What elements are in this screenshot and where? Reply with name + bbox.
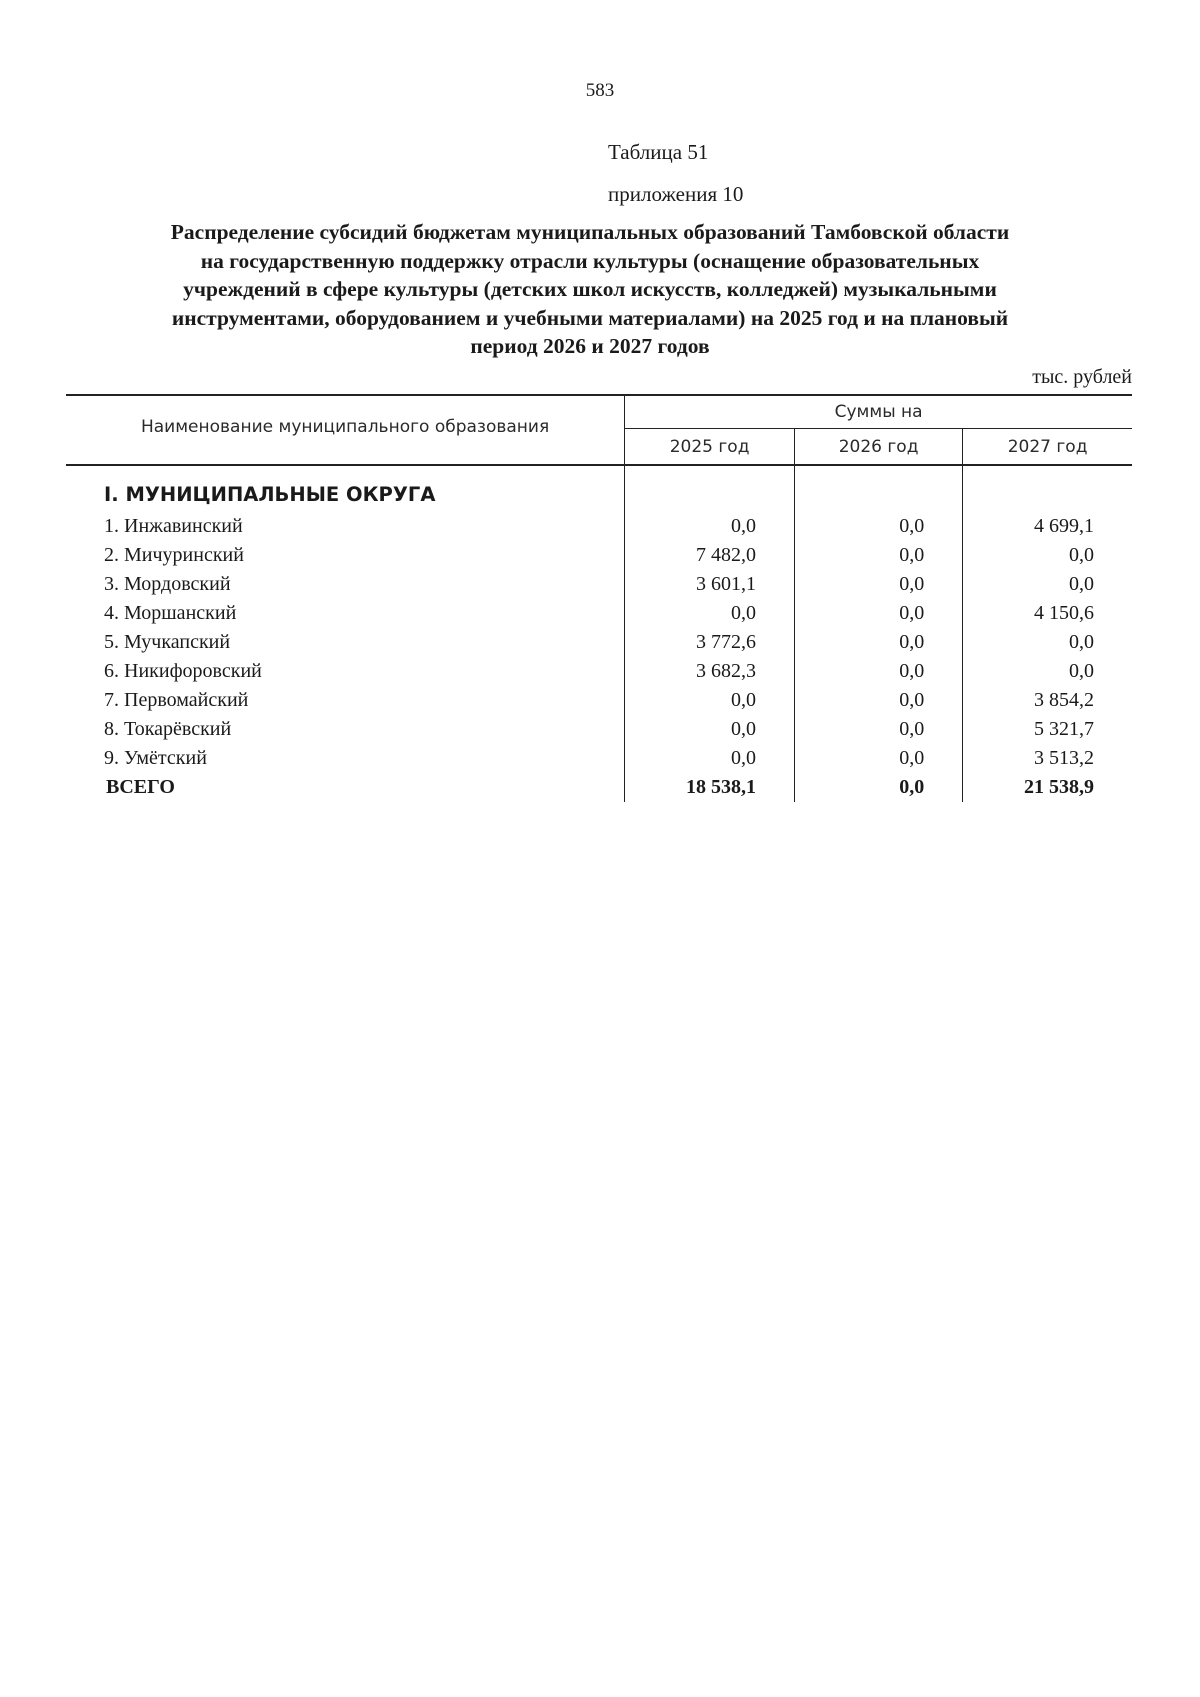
column-header-sums: Суммы на xyxy=(625,395,1132,429)
page-number: 583 xyxy=(585,80,615,101)
value-2027: 5 321,7 xyxy=(963,715,1132,744)
value-2026: 0,0 xyxy=(794,541,962,570)
value-2026: 0,0 xyxy=(794,686,962,715)
value-2027: 4 699,1 xyxy=(963,512,1132,541)
table-row xyxy=(66,657,1132,686)
total-label: ВСЕГО xyxy=(106,776,175,798)
value-2027: 0,0 xyxy=(963,628,1132,657)
row-name: 3. Мордовский xyxy=(104,573,231,595)
column-header-2027: 2027 год xyxy=(963,429,1132,466)
document-title xyxy=(100,218,1080,361)
value-2025: 0,0 xyxy=(625,599,795,628)
value-2025: 0,0 xyxy=(625,744,795,773)
row-name: 5. Мучкапский xyxy=(104,631,231,653)
value-2027: 4 150,6 xyxy=(963,599,1132,628)
total-2026: 0,0 xyxy=(794,773,962,802)
column-header-name: Наименование муниципального образования xyxy=(66,395,625,465)
value-2025: 3 772,6 xyxy=(625,628,795,657)
row-name: 2. Мичуринский xyxy=(104,544,244,566)
value-2025: 0,0 xyxy=(625,715,795,744)
table-row xyxy=(66,628,1132,657)
row-name: 6. Никифоровский xyxy=(104,660,262,682)
value-2026: 0,0 xyxy=(794,570,962,599)
row-name: 9. Умётский xyxy=(104,747,207,769)
row-name: 1. Инжавинский xyxy=(104,515,243,537)
value-2026: 0,0 xyxy=(794,657,962,686)
title-line: Распределение субсидий бюджетам муниципальных образований Тамбовской области xyxy=(170,220,1010,244)
subsidy-table xyxy=(66,394,1132,802)
value-2025: 0,0 xyxy=(625,686,795,715)
table-row xyxy=(66,715,1132,744)
column-header-2025: 2025 год xyxy=(625,429,795,466)
value-2026: 0,0 xyxy=(794,744,962,773)
value-2026: 0,0 xyxy=(794,599,962,628)
row-name: 8. Токарёвский xyxy=(104,718,232,740)
table-label: Таблица 51 xyxy=(608,140,709,164)
table-row xyxy=(66,744,1132,773)
value-2025: 3 601,1 xyxy=(625,570,795,599)
table-body xyxy=(66,465,1132,802)
total-row xyxy=(66,773,1132,802)
row-name: 4. Моршанский xyxy=(104,602,237,624)
row-name: 7. Первомайский xyxy=(104,689,249,711)
value-2027: 3 513,2 xyxy=(963,744,1132,773)
value-2026: 0,0 xyxy=(794,512,962,541)
title-line: на государственную поддержку отрасли культуры (оснащение образовательных xyxy=(200,248,980,273)
section-row xyxy=(66,476,1132,512)
total-2025: 18 538,1 xyxy=(625,773,795,802)
table-header xyxy=(66,395,1132,465)
value-2026: 0,0 xyxy=(794,628,962,657)
value-2025: 3 682,3 xyxy=(625,657,795,686)
section-title: I. МУНИЦИПАЛЬНЫЕ ОКРУГА xyxy=(104,482,436,506)
value-2026: 0,0 xyxy=(794,715,962,744)
spacer-row xyxy=(66,465,1132,476)
table-row xyxy=(66,541,1132,570)
value-2027: 3 854,2 xyxy=(963,686,1132,715)
column-header-2026: 2026 год xyxy=(794,429,962,466)
value-2025: 7 482,0 xyxy=(625,541,795,570)
table-row xyxy=(66,570,1132,599)
value-2027: 0,0 xyxy=(963,541,1132,570)
table-row xyxy=(66,512,1132,541)
units-label: тыс. рублей xyxy=(1032,366,1132,388)
value-2027: 0,0 xyxy=(963,657,1132,686)
table-row xyxy=(66,686,1132,715)
title-line: инструментами, оборудованием и учебными материалами) на 2025 год и на плановый xyxy=(171,305,1009,330)
table-row xyxy=(66,599,1132,628)
appendix-label: приложения 10 xyxy=(608,182,744,206)
title-line: учреждений в сфере культуры (детских школ искусств, колледжей) музыкальными xyxy=(183,277,997,301)
total-2027: 21 538,9 xyxy=(963,773,1132,802)
value-2025: 0,0 xyxy=(625,512,795,541)
value-2027: 0,0 xyxy=(963,570,1132,599)
title-line: период 2026 и 2027 годов xyxy=(470,334,710,358)
